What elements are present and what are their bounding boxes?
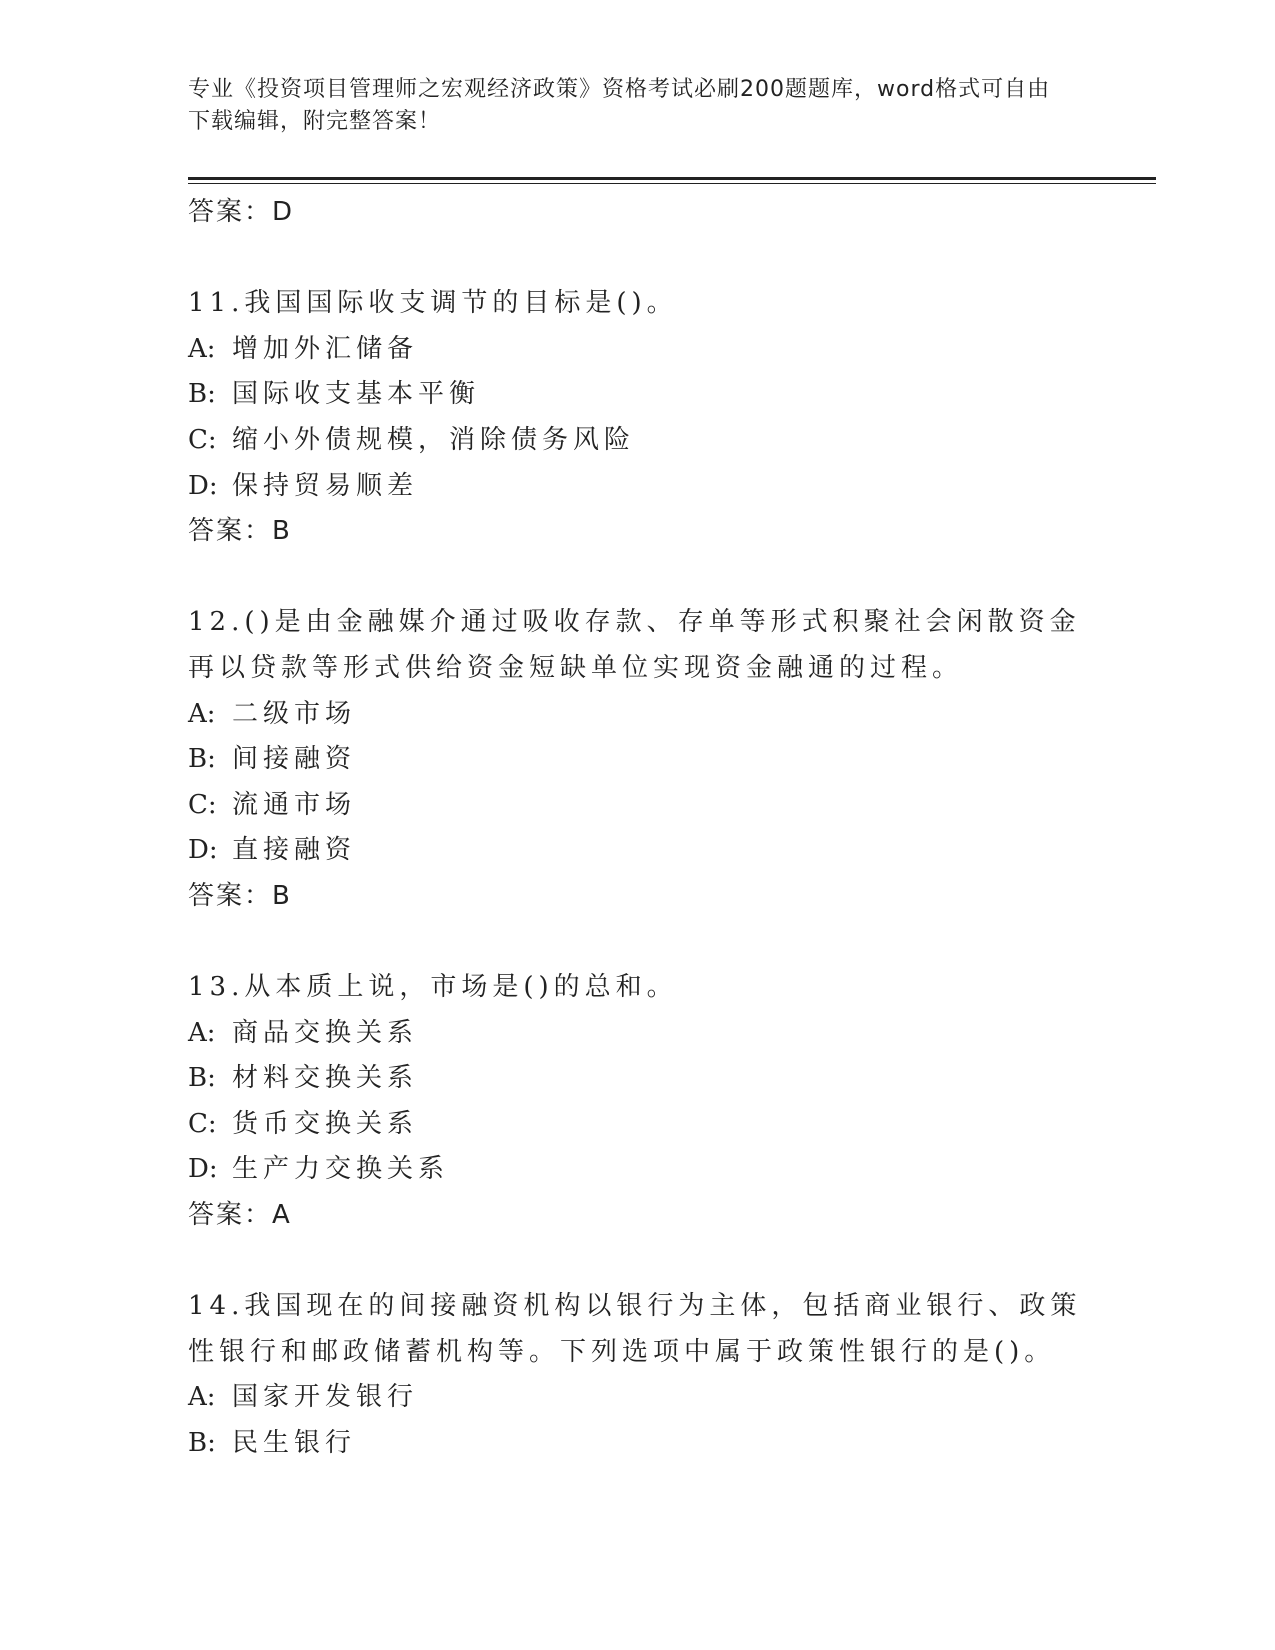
option-text: 材料交换关系 bbox=[232, 1063, 419, 1094]
option-d bbox=[188, 1147, 1088, 1193]
option-text: 国际收支基本平衡 bbox=[232, 379, 481, 410]
option-text: 流通市场 bbox=[232, 789, 357, 820]
option-letter: B: bbox=[188, 1063, 216, 1094]
previous-answer: 答案：D bbox=[188, 197, 295, 227]
question-list bbox=[188, 190, 1088, 1467]
spacer bbox=[188, 1239, 1088, 1285]
header-divider-thin bbox=[188, 183, 1156, 184]
option-b bbox=[188, 1421, 1088, 1467]
option-text: 直接融资 bbox=[232, 835, 357, 866]
option-text: 间接融资 bbox=[232, 744, 357, 775]
option-text: 保持贸易顺差 bbox=[232, 470, 419, 501]
option-text: 民生银行 bbox=[232, 1428, 357, 1459]
option-a bbox=[188, 1011, 1088, 1057]
option-a bbox=[188, 692, 1088, 738]
option-b bbox=[188, 372, 1088, 418]
option-text: 生产力交换关系 bbox=[232, 1154, 450, 1185]
option-letter: C: bbox=[188, 789, 217, 820]
question-block bbox=[188, 965, 1088, 1239]
question-stem: 12.()是由金融媒介通过吸收存款、存单等形式积聚社会闲散资金再以贷款等形式供给资金短缺单位实现资金融通的过程。 bbox=[188, 607, 1081, 683]
option-letter: D: bbox=[188, 1154, 218, 1185]
answer: 答案：B bbox=[188, 516, 292, 547]
option-text: 缩小外债规模，消除债务风险 bbox=[232, 424, 636, 455]
option-letter: A: bbox=[188, 333, 216, 364]
option-letter: B: bbox=[188, 379, 216, 410]
option-b bbox=[188, 1056, 1088, 1102]
option-letter: A: bbox=[188, 1017, 216, 1048]
option-text: 货币交换关系 bbox=[232, 1108, 419, 1139]
page-header: 专业《投资项目管理师之宏观经济政策》资格考试必刷200题题库，word格式可自由下载编辑，附完整答案！ bbox=[188, 77, 1051, 134]
option-c bbox=[188, 1102, 1088, 1148]
option-letter: A: bbox=[188, 698, 216, 729]
option-a bbox=[188, 327, 1088, 373]
option-b bbox=[188, 737, 1088, 783]
option-letter: B: bbox=[188, 1428, 216, 1459]
spacer bbox=[188, 236, 1088, 282]
option-letter: D: bbox=[188, 470, 218, 501]
option-text: 国家开发银行 bbox=[232, 1382, 419, 1413]
option-letter: D: bbox=[188, 835, 218, 866]
option-letter: C: bbox=[188, 424, 217, 455]
question-stem: 11.我国国际收支调节的目标是()。 bbox=[188, 288, 678, 319]
question-block bbox=[188, 281, 1088, 555]
spacer bbox=[188, 555, 1088, 601]
option-text: 二级市场 bbox=[232, 698, 357, 729]
spacer bbox=[188, 920, 1088, 966]
option-text: 增加外汇储备 bbox=[232, 333, 419, 364]
header-divider bbox=[188, 177, 1156, 180]
answer: 答案：B bbox=[188, 880, 292, 911]
option-d bbox=[188, 828, 1088, 874]
option-c bbox=[188, 418, 1088, 464]
question-block bbox=[188, 600, 1088, 919]
option-d bbox=[188, 464, 1088, 510]
question-stem: 14.我国现在的间接融资机构以银行为主体，包括商业银行、政策性银行和邮政储蓄机构等。下列选项中属于政策性银行的是()。 bbox=[188, 1291, 1082, 1367]
option-c bbox=[188, 783, 1088, 829]
question-block bbox=[188, 1284, 1088, 1466]
option-letter: B: bbox=[188, 744, 216, 775]
answer: 答案：A bbox=[188, 1200, 292, 1231]
option-text: 商品交换关系 bbox=[232, 1017, 419, 1048]
option-letter: A: bbox=[188, 1382, 216, 1413]
question-stem: 13.从本质上说，市场是()的总和。 bbox=[188, 972, 678, 1003]
option-a bbox=[188, 1375, 1088, 1421]
option-letter: C: bbox=[188, 1108, 217, 1139]
